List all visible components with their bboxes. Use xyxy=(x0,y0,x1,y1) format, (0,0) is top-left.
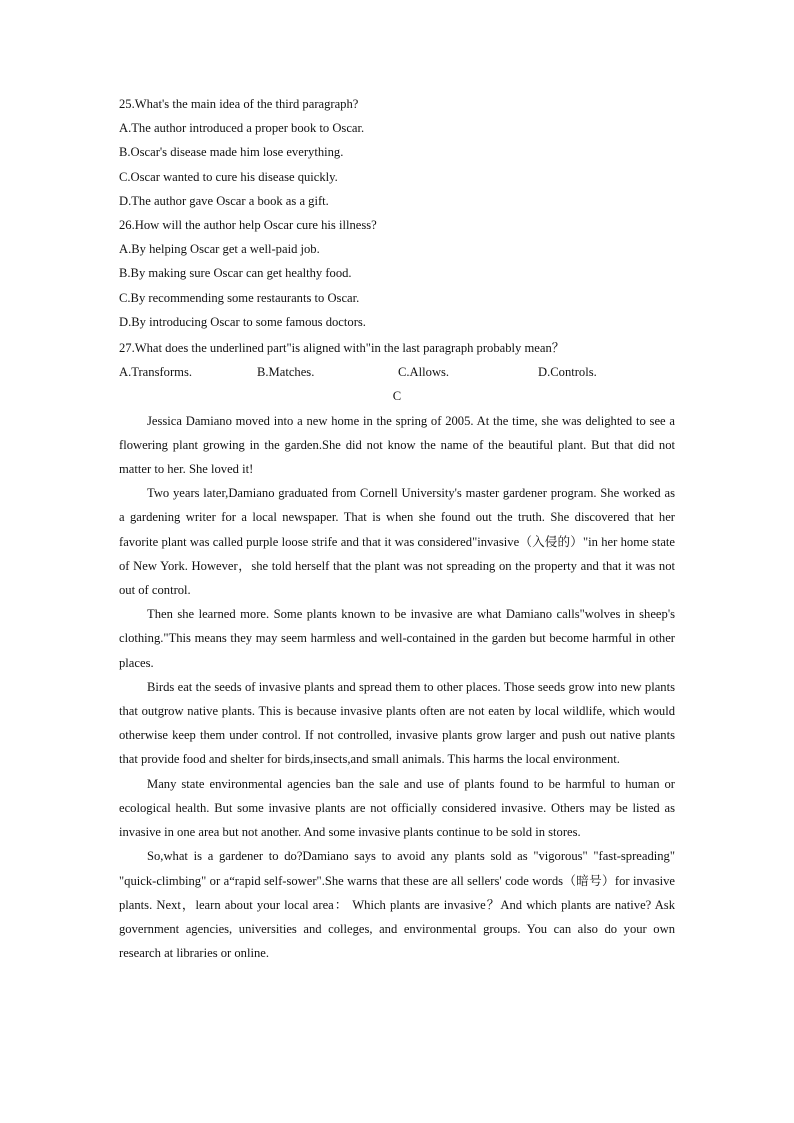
answer-option: D.By introducing Oscar to some famous doctors. xyxy=(119,314,366,329)
paragraph: Then she learned more. Some plants known to be invasive are what Damiano calls"wolves in sheep's clothing."This means they may seem harmless and well-contained in the garden but become harmful in other places. xyxy=(119,607,675,670)
answer-option: B.Oscar's disease made him lose everything. xyxy=(119,145,344,160)
question-stem: 26.How will the author help Oscar cure his illness? xyxy=(119,218,377,233)
paragraph: Jessica Damiano moved into a new home in the spring of 2005. At the time, she was delighted to see a flowering plant growing in the garden.She did not know the name of the beautiful plant. But that did not matter to her. She loved it! xyxy=(119,413,675,477)
section-label: C xyxy=(392,389,402,404)
paragraph: Birds eat the seeds of invasive plants and spread them to other places. Those seeds grow into new plants that outgrow native plants. This is because invasive plants often are not eaten by local wildlife, which would otherwise keep them under control. If not controlled, invasive plants grow larger and push out native plants that provide food and shelter for birds,insects,and small animals. This harms the local environment. xyxy=(119,679,675,767)
paragraph: Many state environmental agencies ban the sale and use of plants found to be harmful to human or ecological health. But some invasive plants are not officially considered invasive. Others may be listed as invasive in one area but not another. And some invasive plants continue to be sold in stores. xyxy=(119,776,675,840)
answer-option: A.By helping Oscar get a well-paid job. xyxy=(119,242,320,257)
answer-option: A.The author introduced a proper book to Oscar. xyxy=(119,121,365,136)
answer-option: B.By making sure Oscar can get healthy food. xyxy=(119,266,352,281)
answer-option: C.Oscar wanted to cure his disease quickly. xyxy=(119,169,338,184)
exam-page xyxy=(119,92,675,965)
paragraph: Two years later,Damiano graduated from Cornell University's master gardener program. She worked as a gardening writer for a local newspaper. That is when she found out the truth. She discovered that her favorite plant was called purple loose strife and that it was considered"invasive（入侵的）"in her home state of New York. However，she told herself that the plant was not spreading on the property and that it was not out of control. xyxy=(119,486,675,598)
answer-option: C.Allows. xyxy=(398,365,450,380)
paragraph: So,what is a gardener to do?Damiano says to avoid any plants sold as "vigorous" "fast-spreading" "quick-climbing" or a“rapid self-sower".She warns that these are all sellers' code words（暗号）for invasive plants. Next，learn about your local area： Which plants are invasive？And which plants are native? Ask government agencies, universities and colleges, and environmental groups. You can also do your own research at libraries or online. xyxy=(119,849,675,961)
answer-option: C.By recommending some restaurants to Oscar. xyxy=(119,290,360,305)
question-stem: 25.What's the main idea of the third paragraph? xyxy=(119,97,359,111)
answer-option: A.Transforms. xyxy=(119,365,193,380)
answer-option: D.The author gave Oscar a book as a gift. xyxy=(119,193,329,208)
answer-options-row xyxy=(119,360,675,384)
answer-option: B.Matches. xyxy=(257,365,315,380)
answer-option: D.Controls. xyxy=(538,365,597,380)
question-stem: 27.What does the underlined part"is aligned with"in the last paragraph probably mean？ xyxy=(119,341,565,356)
